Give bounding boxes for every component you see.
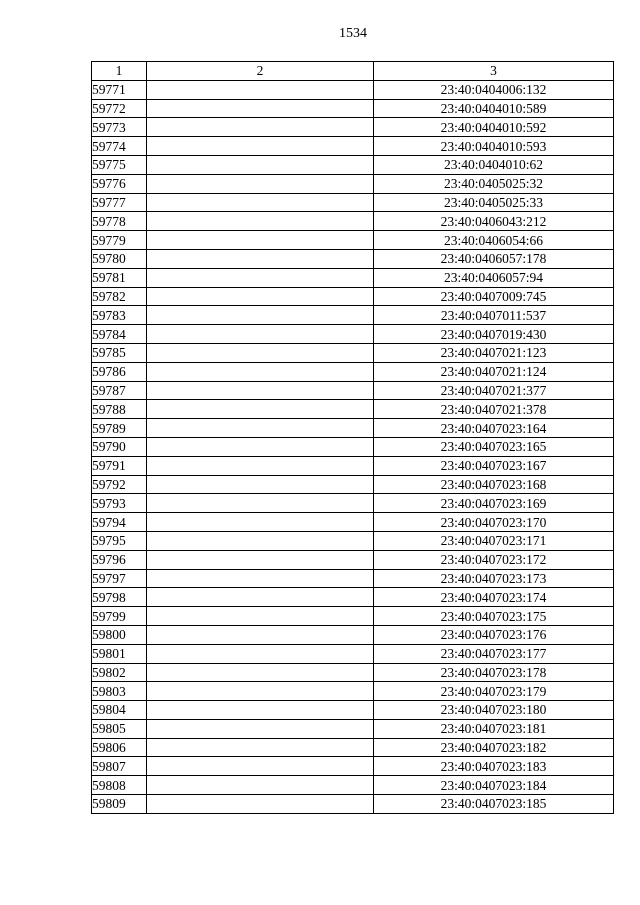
cadastral-number-cell: 23:40:0407023:179 (374, 682, 614, 701)
row-number-cell: 59802 (92, 663, 147, 682)
table-row (92, 193, 614, 212)
cadastral-number-cell: 23:40:0407011:537 (374, 306, 614, 325)
row-empty-cell (147, 701, 374, 720)
row-empty-cell (147, 174, 374, 193)
row-number-cell: 59805 (92, 719, 147, 738)
row-number-cell: 59783 (92, 306, 147, 325)
row-number-cell: 59786 (92, 362, 147, 381)
cadastral-number-cell: 23:40:0407021:378 (374, 400, 614, 419)
cadastral-number-cell: 23:40:0407023:177 (374, 644, 614, 663)
row-number-cell: 59779 (92, 231, 147, 250)
row-number-cell: 59777 (92, 193, 147, 212)
cadastral-number-cell: 23:40:0407023:181 (374, 719, 614, 738)
table-row (92, 776, 614, 795)
table-row (92, 212, 614, 231)
row-empty-cell (147, 137, 374, 156)
row-number-cell: 59791 (92, 456, 147, 475)
cadastral-number-cell: 23:40:0407023:185 (374, 795, 614, 814)
cadastral-number-cell: 23:40:0407023:174 (374, 588, 614, 607)
table-row (92, 381, 614, 400)
row-empty-cell (147, 757, 374, 776)
cadastral-number-cell: 23:40:0407023:184 (374, 776, 614, 795)
column-header-2: 2 (147, 62, 374, 81)
table-row (92, 682, 614, 701)
table-body (92, 80, 614, 813)
cadastral-number-cell: 23:40:0404006:132 (374, 80, 614, 99)
row-number-cell: 59775 (92, 155, 147, 174)
table-row (92, 513, 614, 532)
cadastral-number-cell: 23:40:0407023:171 (374, 531, 614, 550)
row-empty-cell (147, 513, 374, 532)
cadastral-number-cell: 23:40:0407023:176 (374, 625, 614, 644)
table-row (92, 757, 614, 776)
cadastral-number-cell: 23:40:0407021:377 (374, 381, 614, 400)
table-row (92, 607, 614, 626)
row-number-cell: 59801 (92, 644, 147, 663)
row-number-cell: 59776 (92, 174, 147, 193)
cadastral-number-cell: 23:40:0407023:180 (374, 701, 614, 720)
row-empty-cell (147, 456, 374, 475)
table-row (92, 437, 614, 456)
table-row (92, 137, 614, 156)
row-empty-cell (147, 80, 374, 99)
cadastral-number-cell: 23:40:0406057:178 (374, 249, 614, 268)
row-empty-cell (147, 118, 374, 137)
row-number-cell: 59796 (92, 550, 147, 569)
table-row (92, 99, 614, 118)
row-empty-cell (147, 99, 374, 118)
row-number-cell: 59800 (92, 625, 147, 644)
table-row (92, 231, 614, 250)
table-row (92, 80, 614, 99)
row-empty-cell (147, 719, 374, 738)
cadastral-number-cell: 23:40:0406043:212 (374, 212, 614, 231)
row-empty-cell (147, 343, 374, 362)
table-row (92, 719, 614, 738)
row-empty-cell (147, 588, 374, 607)
cadastral-number-cell: 23:40:0407021:124 (374, 362, 614, 381)
cadastral-number-cell: 23:40:0407023:168 (374, 475, 614, 494)
row-number-cell: 59793 (92, 494, 147, 513)
row-number-cell: 59785 (92, 343, 147, 362)
row-empty-cell (147, 419, 374, 438)
cadastral-number-cell: 23:40:0407023:178 (374, 663, 614, 682)
cadastral-number-cell: 23:40:0406054:66 (374, 231, 614, 250)
table-header-row (92, 62, 614, 81)
row-empty-cell (147, 569, 374, 588)
cadastral-number-cell: 23:40:0406057:94 (374, 268, 614, 287)
table-row (92, 287, 614, 306)
cadastral-number-cell: 23:40:0407023:175 (374, 607, 614, 626)
column-header-3: 3 (374, 62, 614, 81)
row-empty-cell (147, 231, 374, 250)
cadastral-number-cell: 23:40:0404010:593 (374, 137, 614, 156)
table-row (92, 588, 614, 607)
table-row (92, 325, 614, 344)
row-empty-cell (147, 381, 374, 400)
table-row (92, 268, 614, 287)
row-number-cell: 59788 (92, 400, 147, 419)
row-empty-cell (147, 607, 374, 626)
table-row (92, 569, 614, 588)
row-number-cell: 59808 (92, 776, 147, 795)
table-row (92, 494, 614, 513)
row-empty-cell (147, 212, 374, 231)
cadastral-number-cell: 23:40:0405025:32 (374, 174, 614, 193)
table-row (92, 306, 614, 325)
cadastral-number-cell: 23:40:0407019:430 (374, 325, 614, 344)
row-number-cell: 59806 (92, 738, 147, 757)
cadastral-number-cell: 23:40:0407023:170 (374, 513, 614, 532)
cadastral-number-cell: 23:40:0407023:172 (374, 550, 614, 569)
row-number-cell: 59780 (92, 249, 147, 268)
row-number-cell: 59809 (92, 795, 147, 814)
row-empty-cell (147, 644, 374, 663)
table-row (92, 456, 614, 475)
column-header-1: 1 (92, 62, 147, 81)
row-empty-cell (147, 531, 374, 550)
row-number-cell: 59784 (92, 325, 147, 344)
row-number-cell: 59789 (92, 419, 147, 438)
row-number-cell: 59804 (92, 701, 147, 720)
table-row (92, 419, 614, 438)
row-number-cell: 59778 (92, 212, 147, 231)
table-row (92, 155, 614, 174)
row-number-cell: 59797 (92, 569, 147, 588)
row-empty-cell (147, 155, 374, 174)
cadastral-number-cell: 23:40:0405025:33 (374, 193, 614, 212)
row-number-cell: 59790 (92, 437, 147, 456)
row-number-cell: 59782 (92, 287, 147, 306)
cadastral-number-cell: 23:40:0407023:183 (374, 757, 614, 776)
row-empty-cell (147, 287, 374, 306)
row-number-cell: 59807 (92, 757, 147, 776)
row-empty-cell (147, 663, 374, 682)
row-empty-cell (147, 625, 374, 644)
table-row (92, 663, 614, 682)
page-number: 1534 (339, 26, 367, 41)
row-empty-cell (147, 550, 374, 569)
table-row (92, 400, 614, 419)
row-number-cell: 59792 (92, 475, 147, 494)
row-empty-cell (147, 362, 374, 381)
table-row (92, 475, 614, 494)
table-row (92, 550, 614, 569)
cadastral-number-cell: 23:40:0407023:173 (374, 569, 614, 588)
table-row (92, 625, 614, 644)
cadastral-number-cell: 23:40:0407009:745 (374, 287, 614, 306)
table-row (92, 738, 614, 757)
cadastral-number-cell: 23:40:0407021:123 (374, 343, 614, 362)
row-empty-cell (147, 268, 374, 287)
row-number-cell: 59774 (92, 137, 147, 156)
row-empty-cell (147, 475, 374, 494)
table-row (92, 174, 614, 193)
cadastral-number-cell: 23:40:0404010:589 (374, 99, 614, 118)
row-number-cell: 59787 (92, 381, 147, 400)
table-row (92, 362, 614, 381)
row-empty-cell (147, 249, 374, 268)
row-number-cell: 59794 (92, 513, 147, 532)
table-row (92, 249, 614, 268)
cadastral-number-cell: 23:40:0407023:165 (374, 437, 614, 456)
row-number-cell: 59799 (92, 607, 147, 626)
row-number-cell: 59773 (92, 118, 147, 137)
row-number-cell: 59795 (92, 531, 147, 550)
row-number-cell: 59798 (92, 588, 147, 607)
table-row (92, 118, 614, 137)
cadastral-number-cell: 23:40:0404010:592 (374, 118, 614, 137)
row-empty-cell (147, 437, 374, 456)
table-row (92, 343, 614, 362)
registry-table (91, 61, 614, 814)
row-empty-cell (147, 193, 374, 212)
row-empty-cell (147, 795, 374, 814)
table-row (92, 795, 614, 814)
row-empty-cell (147, 400, 374, 419)
table-row (92, 531, 614, 550)
row-empty-cell (147, 494, 374, 513)
row-number-cell: 59771 (92, 80, 147, 99)
row-empty-cell (147, 682, 374, 701)
cadastral-number-cell: 23:40:0407023:169 (374, 494, 614, 513)
cadastral-number-cell: 23:40:0407023:167 (374, 456, 614, 475)
cadastral-number-cell: 23:40:0404010:62 (374, 155, 614, 174)
row-number-cell: 59803 (92, 682, 147, 701)
row-number-cell: 59781 (92, 268, 147, 287)
row-empty-cell (147, 325, 374, 344)
row-empty-cell (147, 738, 374, 757)
cadastral-number-cell: 23:40:0407023:182 (374, 738, 614, 757)
row-empty-cell (147, 776, 374, 795)
cadastral-number-cell: 23:40:0407023:164 (374, 419, 614, 438)
table-row (92, 644, 614, 663)
row-number-cell: 59772 (92, 99, 147, 118)
row-empty-cell (147, 306, 374, 325)
table-row (92, 701, 614, 720)
